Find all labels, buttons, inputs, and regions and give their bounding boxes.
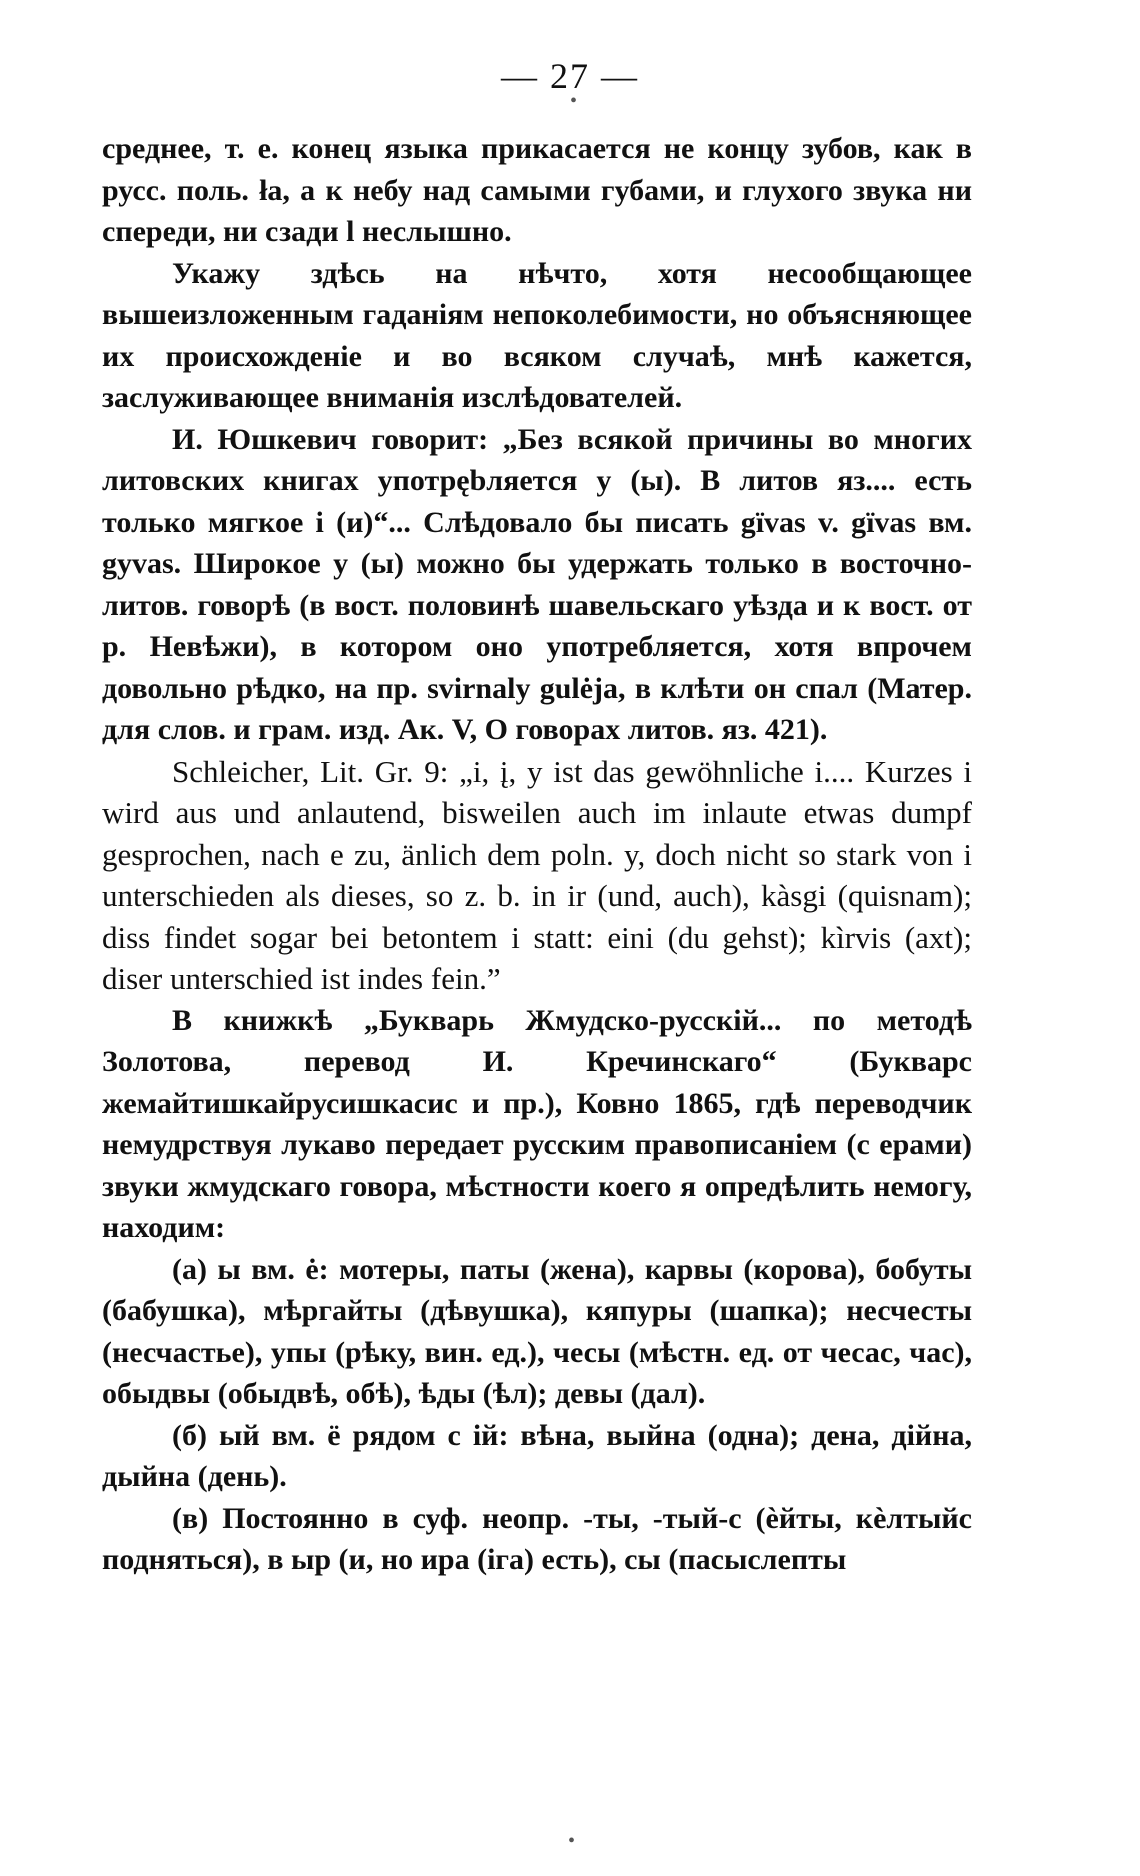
- paragraph-bukvar: В книжкѣ „Букварь Жмудско-русскій... по методѣ Золотова, перевод И. Кречинскаго“ (Букварс жемайтишкайрусишкасис и пр.), Ковно 1865, гдѣ переводчик немудрствуя лукаво передает русским правописаніем (с ерами) звуки жмудскаго говора, мѣстности коего я опредѣлить немогу, находим:: [102, 1003, 972, 1244]
- page-number: — 27 —: [501, 56, 639, 96]
- paragraph-yushkevich-quote: И. Юшкевич говорит: „Без всякой причины во многих литовских книгах употрębляется у (ы). В литов яз.... есть только мягкое і (и)“... Слѣдовало бы писать gïvas v. gïvas вм. gyvas. Широкое у (ы) можно бы удержать только в восточно-литов. говорѣ (в вост. половинѣ шавельскаго уѣзда и к вост. от р. Невѣжи), в котором оно употребляется, хотя впрочем довольно рѣдко, на пр. svirnaly gulėja, в клѣти он спал (Матер. для слов. и грам. изд. Ак. V, О говорах литов. яз. 421).: [102, 422, 972, 746]
- paragraph-continuation: среднее, т. е. конец языка прикасается не концу зубов, как в русс. поль. ła, а к небу над самыми губами, и глухого звука ни спереди, ни сзади l неслышно.: [102, 132, 972, 248]
- ink-speck: •: [568, 1830, 576, 1852]
- list-item-v: (в) Постоянно в суф. неопр. -ты, -тый-с (ѐйты, кѐлтыйс подняться), в ыр (и, но ира (іга) есть), сы (пасыслепты: [102, 1501, 972, 1576]
- page-body: [102, 128, 972, 1581]
- paragraph-note: Укажу здѣсь на нѣчто, хотя несообщающее вышеизложенным гаданіям непоколебимости, но объясняющее их происхожденіе и во всяком случаѣ, мнѣ кажется, заслуживающее вниманія изслѣдователей.: [102, 256, 972, 414]
- paragraph-schleicher-quote: Schleicher, Lit. Gr. 9: „i, į, y ist das gewöhnliche i.... Kurzes i wird aus und anlautend, bisweilen auch im inlaute etwas dumpf gesprochen, nach e zu, änlich dem poln. y, doch nicht so stark von i unterschieden als dieses, so z. b. in ir (und, auch), kàsgi (quisnam); diss findet sogar bei betontem i statt: eini (du gehst); kìrvis (axt); diser unterschied ist indes fein.”: [102, 753, 972, 996]
- list-item-b: (б) ый вм. ё рядом с ій: вѣна, выйна (одна); дена, дійна, дыйна (день).: [102, 1418, 972, 1493]
- list-item-a: (а) ы вм. ė: мотеры, паты (жена), карвы (корова), бобуты (бабушка), мѣргайты (дѣвушка), кяпуры (шапка); несчесты (несчастье), упы (рѣку, вин. ед.), чесы (мѣстн. ед. от чесас, час), обыдвы (обыдвѣ, обѣ), ѣды (ѣл); девы (дал).: [102, 1252, 972, 1410]
- ink-speck: •: [570, 90, 578, 112]
